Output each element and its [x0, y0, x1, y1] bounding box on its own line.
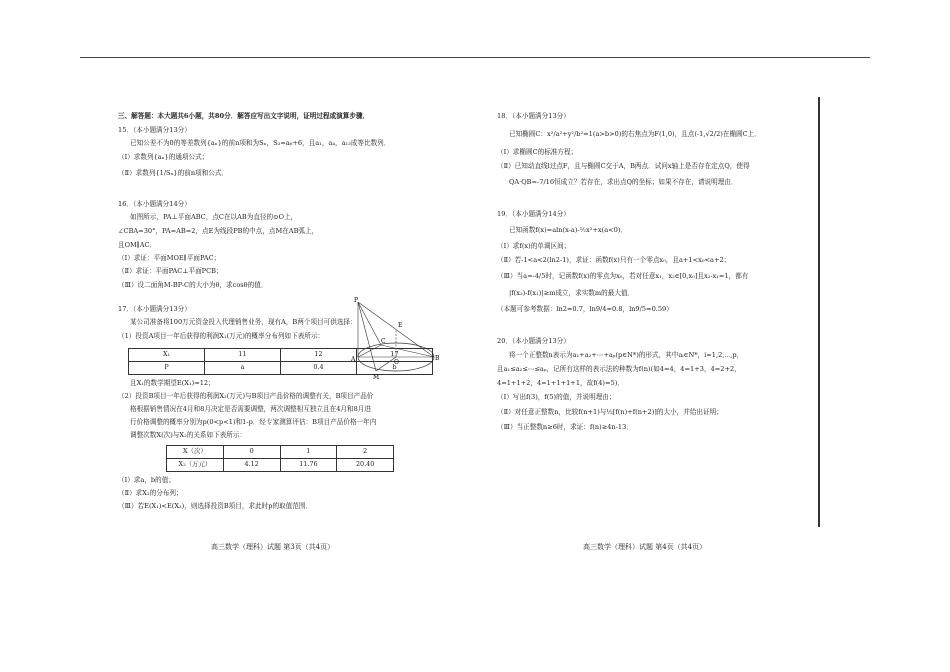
q15-header: 15．（本小题满分13分）: [118, 126, 191, 134]
scan-edge-line: [818, 97, 820, 527]
table-cell: X₁: [129, 349, 205, 362]
q17-sub1: （Ⅰ）求a，b的值；: [118, 476, 175, 484]
table-row: [167, 459, 394, 472]
table-cell: 0: [223, 446, 280, 459]
table-cell: 12: [281, 349, 357, 362]
q15-part1: （Ⅰ）求数列{aₙ}的通项公式；: [118, 153, 209, 161]
table-cell: b: [357, 362, 433, 375]
section-title: 三、解答题：本大题共6小题，共80分．解答应写出文字说明，证明过程或演算步骤．: [118, 112, 370, 120]
q16-header: 16．（本小题满分14分）: [118, 200, 191, 208]
table-cell: 0.4: [281, 362, 357, 375]
table-cell: 17: [357, 349, 433, 362]
page-4-footer: 高三数学（理科）试题 第4页（共4页）: [583, 543, 707, 551]
table-cell: X（次）: [167, 446, 224, 459]
q20-line1: 将一个正整数n表示为a₁+a₂+⋯+aₚ(p∈N*)的形式，其中aᵢ∈N*，i=1,2,⋯,p，: [509, 351, 744, 359]
label-a: A: [351, 356, 356, 363]
segment-om: [376, 357, 396, 371]
segment-pc: [358, 302, 381, 345]
table-cell: 20.40: [337, 459, 394, 472]
q20-line3: 4=1+1+2，4=1+1+1+1，故f(4)=5)．: [497, 379, 624, 387]
segment-pm: [358, 302, 376, 371]
label-p: P: [354, 297, 359, 304]
q18-part2: （Ⅱ）已知动直线l过点F，且与椭圆C交于A，B两点．试问x轴上是否存在定点Q，使得: [497, 162, 750, 170]
q17-expectation: 且X₁的数学期望E(X₁)=12；: [130, 379, 215, 387]
q17-header: 17．（本小题满分13分）: [118, 305, 191, 313]
table-cell: P: [129, 362, 205, 375]
label-e: E: [398, 322, 403, 329]
q20-line2: 且a₁≤a₂≤⋯≤aₚ，记所有这样的表示法的种数为f(n)(如4=4，4=1+3，4=2+2，: [497, 365, 741, 373]
table-row: [167, 446, 394, 459]
q19-part3-cont: |f(x₂)-f(x₁)|≥m成立，求实数m的最大值．: [509, 289, 635, 297]
q20-part1: （Ⅰ）写出f(3)，f(5)的值，并说明理由；: [497, 393, 616, 401]
q19-part2: （Ⅱ）若-1<a<2(ln2-1)，求证：函数f(x)只有一个零点x₀，且a+1<x₀<a+2；: [497, 256, 731, 264]
q20-header: 20．（本小题满分13分）: [497, 337, 570, 345]
q16-line2: ∠CBA=30°，PA=AB=2，点E为线段PB的中点，点M在AB弧上，: [118, 227, 319, 235]
q18-part1: （Ⅰ）求椭圆C的标准方程；: [497, 148, 578, 156]
table-cell: 11.76: [280, 459, 337, 472]
label-c: C: [381, 338, 386, 345]
table-cell: 11: [205, 349, 281, 362]
q18-stem: 已知椭圆C：x²/a²+y²/b²=1(a>b>0)的右焦点为F(1,0)，且点(-1,√2/2)在椭圆C上．: [509, 130, 761, 138]
q20-part2: （Ⅱ）对任意正整数n，比较f(n+1)与½[f(n)+f(n+2)]的大小，并给出证明；: [497, 408, 723, 416]
q19-part3: （Ⅲ）当a=-4/5时，记函数f(x)的零点为x₀，若对任意x₁，x₂∈[0,x₀]且x₂-x₁=1，都有: [497, 272, 749, 280]
q16-line1: 如图所示，PA⊥平面ABC，点C在以AB为直径的⊙O上，: [130, 213, 298, 221]
q17-part2-line4: 调整次数X(次)与X₂的关系如下表所示：: [130, 431, 247, 439]
q15-stem: 已知公差不为0的等差数列{aₙ}的前n项和为Sₙ，S₃=a₆+6，且a₁，a₄，a₁₃成等比数列．: [130, 139, 391, 147]
label-m: M: [373, 374, 380, 381]
q16-part1: （Ⅰ）求证：平面MOE∥平面PAC；: [118, 254, 221, 262]
q19-header: 19．（本小题满分14分）: [497, 210, 570, 218]
profit-table-b: [166, 445, 394, 472]
q18-header: 18．（本小题满分13分）: [497, 112, 570, 120]
q16-part2: （Ⅱ）求证：平面PAC⊥平面PCB；: [118, 267, 223, 275]
q18-part2-cont: QA·QB=-7/16恒成立？若存在，求出点Q的坐标；如果不存在，请说明理由．: [509, 178, 738, 186]
q17-sub2: （Ⅱ）求X₂的分布列；: [118, 489, 183, 497]
q19-note: （本题可参考数据：ln2≈0.7，ln9/4≈0.8，ln9/5≈0.59）: [497, 305, 673, 313]
q17-sub3: （Ⅲ）若E(X₁)<E(X₂)，则选择投资B项目，求此时p的取值范围．: [118, 502, 313, 510]
q17-part2-line3: 行价格调整的概率分别为p(0<p<1)和1-p．经专家测算评估：B项目产品价格一年内: [130, 418, 377, 426]
q16-line3: 且OM∥AC．: [118, 241, 157, 249]
q17-part1: （1）投资A项目一年后获得的利润X₁(万元)的概率分布列如下表所示：: [118, 332, 325, 340]
table-cell: 2: [337, 446, 394, 459]
page-3-footer: 高三数学（理科）试题 第3页（共4页）: [211, 543, 335, 551]
q16-part3: （Ⅲ）设二面角M-BP-C的大小为θ，求cosθ的值．: [118, 281, 268, 289]
top-rule: [80, 57, 870, 58]
table-cell: a: [205, 362, 281, 375]
table-cell: X₂（万元）: [167, 459, 224, 472]
q19-stem: 已知函数f(x)=aln(x-a)-½x²+x(a<0)．: [509, 226, 628, 234]
table-cell: 1: [280, 446, 337, 459]
q19-part1: （Ⅰ）求f(x)的单调区间；: [497, 242, 571, 250]
q17-part2-line2: 格根据销售情况在4月和8月决定是否需要调整，两次调整相互独立且在4月和8月进: [130, 405, 371, 413]
q17-part2-line1: （2）投资B项目一年后获得的利润X₂(万元)与B项目产品价格的调整有关，B项目产品价: [118, 392, 374, 400]
label-b: B: [435, 355, 440, 362]
label-o: O: [394, 359, 399, 366]
q17-stem: 某公司准备将100万元资金投入代理销售业务，现有A，B两个项目可供选择：: [130, 318, 357, 326]
q15-part2: （Ⅱ）求数列{1/Sₙ}的前n项和公式．: [118, 169, 229, 177]
geometry-figure: [351, 297, 441, 387]
table-cell: 4.12: [223, 459, 280, 472]
q20-part3: （Ⅲ）当正整数n≥6时，求证：f(n)≥4n-13．: [497, 423, 633, 431]
